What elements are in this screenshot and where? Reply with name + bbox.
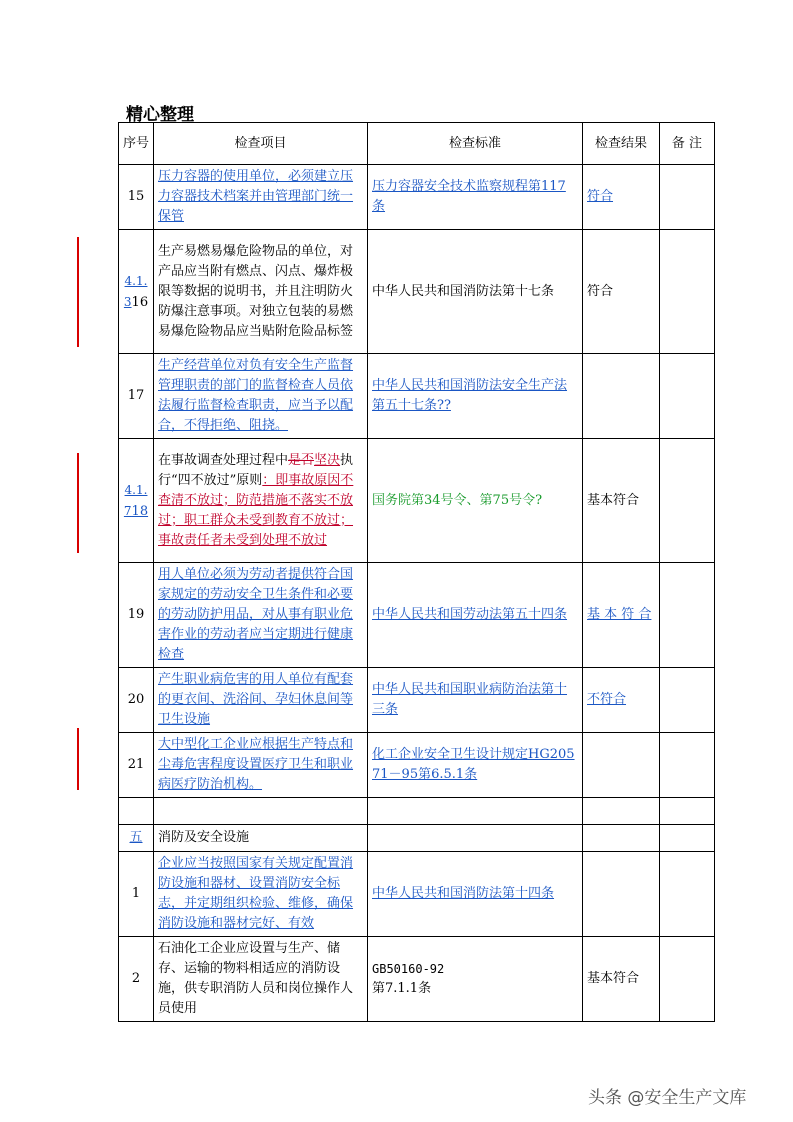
inspection-table	[118, 122, 715, 1022]
row-standard: 压力容器安全技术监察规程第117条	[368, 165, 583, 230]
row-num: 4.1.718	[119, 439, 154, 563]
table-row	[119, 230, 715, 354]
row-standard: 中华人民共和国消防法安全生产法第五十七条??	[368, 354, 583, 439]
revision-bar	[77, 728, 79, 790]
row-num: 17	[119, 354, 154, 439]
row-result: 基 本 符 合	[583, 563, 660, 668]
row-num: 2	[119, 937, 154, 1022]
table-row	[119, 563, 715, 668]
row-item: 在事故调查处理过程中是否坚决执行“四不放过”原则：即事故原因不查清不放过；防范措施不落实不放过；职工群众未受到教育不放过；事故责任者未受到处理不放过	[154, 439, 368, 563]
row-num: 21	[119, 733, 154, 798]
row-num: 20	[119, 668, 154, 733]
table-row	[119, 668, 715, 733]
row-result	[583, 852, 660, 937]
revision-bar	[77, 237, 79, 347]
row-item: 产生职业病危害的用人单位有配套的更衣间、洗浴间、孕妇休息间等卫生设施	[154, 668, 368, 733]
row-item: 大中型化工企业应根据生产特点和尘毒危害程度设置医疗卫生和职业病医疗防治机构。	[154, 733, 368, 798]
row-result: 基本符合	[583, 937, 660, 1022]
row-num: 19	[119, 563, 154, 668]
row-remark	[660, 439, 715, 563]
section-row	[119, 825, 715, 852]
row-result: 符合	[583, 165, 660, 230]
table-row	[119, 439, 715, 563]
row-standard: 中华人民共和国消防法第十七条	[368, 230, 583, 354]
section-num: 五	[119, 825, 154, 852]
row-num: 1	[119, 852, 154, 937]
table-header-row	[119, 123, 715, 165]
revision-bar	[77, 453, 79, 553]
row-result	[583, 733, 660, 798]
table-row	[119, 354, 715, 439]
table-row	[119, 852, 715, 937]
row-remark	[660, 668, 715, 733]
row-remark	[660, 563, 715, 668]
row-remark	[660, 937, 715, 1022]
section-title: 消防及安全设施	[154, 825, 368, 852]
row-item: 生产易燃易爆危险物品的单位，对产品应当附有燃点、闪点、爆炸极限等数据的说明书，并且注明防火防爆注意事项。对独立包装的易燃易爆危险物品应当贴附危险品标签	[154, 230, 368, 354]
revision-number: 4.1.7	[123, 482, 148, 518]
row-standard: GB50160-92 第7.1.1条	[368, 937, 583, 1022]
row-result: 不符合	[583, 668, 660, 733]
table-row	[119, 165, 715, 230]
row-remark	[660, 852, 715, 937]
page-title: 精心整理	[126, 105, 194, 125]
row-standard: 中华人民共和国劳动法第五十四条	[368, 563, 583, 668]
row-item: 生产经营单位对负有安全生产监督管理职责的部门的监督检查人员依法履行监督检查职责，应当予以配合，不得拒绝、阻挠。	[154, 354, 368, 439]
row-standard: 化工企业安全卫生设计规定HG20571－95第6.5.1条	[368, 733, 583, 798]
revision-number: 4.1.3	[123, 273, 148, 309]
header-result: 检查结果	[583, 123, 660, 165]
row-num: 4.1.316	[119, 230, 154, 354]
row-result	[583, 354, 660, 439]
table-row	[119, 937, 715, 1022]
row-standard: 中华人民共和国职业病防治法第十三条	[368, 668, 583, 733]
row-result: 基本符合	[583, 439, 660, 563]
watermark: 头条 @安全生产文库	[588, 1088, 747, 1108]
row-item: 石油化工企业应设置与生产、储存、运输的物料相适应的消防设施，供专职消防人员和岗位操作人员使用	[154, 937, 368, 1022]
row-remark	[660, 230, 715, 354]
table-row	[119, 733, 715, 798]
row-remark	[660, 733, 715, 798]
row-remark	[660, 165, 715, 230]
row-item: 企业应当按照国家有关规定配置消防设施和器材、设置消防安全标志，并定期组织检验、维修，确保消防设施和器材完好、有效	[154, 852, 368, 937]
row-item: 压力容器的使用单位，必须建立压力容器技术档案并由管理部门统一保管	[154, 165, 368, 230]
row-standard: 中华人民共和国消防法第十四条	[368, 852, 583, 937]
header-item: 检查项目	[154, 123, 368, 165]
row-remark	[660, 354, 715, 439]
empty-row	[119, 798, 715, 825]
header-standard: 检查标准	[368, 123, 583, 165]
row-num: 15	[119, 165, 154, 230]
row-standard: 国务院第34号令、第75号令?	[368, 439, 583, 563]
header-remark: 备 注	[660, 123, 715, 165]
row-result: 符合	[583, 230, 660, 354]
header-num: 序号	[119, 123, 154, 165]
row-item: 用人单位必须为劳动者提供符合国家规定的劳动安全卫生条件和必要的劳动防护用品，对从事有职业危害作业的劳动者应当定期进行健康检查	[154, 563, 368, 668]
